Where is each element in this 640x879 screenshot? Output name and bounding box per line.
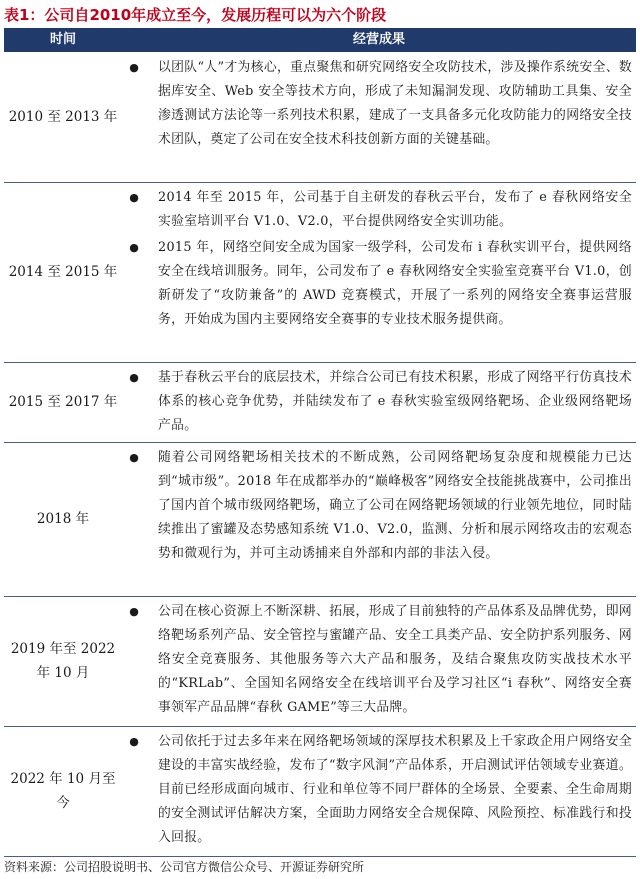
row-period: 2015 至 2017 年 bbox=[8, 394, 118, 410]
item-text: 2014 年至 2015 年，公司基于自主研发的春秋云平台，发布了 e 春秋网络安全实验室培训平台 V1.0、V2.0，平台提供网络安全实训功能。 bbox=[158, 190, 632, 229]
bullet-icon: ● bbox=[129, 371, 139, 384]
item-text: 公司在核心资源上不断深耕、拓展，形成了目前独特的产品体系及品牌优势，即网络靶场系列产品、安全管控与蜜罐产品、安全工具类产品、安全防护系列服务、网络安全竞赛服务、其他服务等六大产品和服务，及结合聚焦攻防实战技术水平的“KRLab”、全国知名网络安全在线培训平台及学习社区“i 春秋”、网络安全赛事领军产品品牌“春秋 GAME”等三大品牌。 bbox=[158, 604, 632, 715]
item-text: 2015 年，网络空间安全成为国家一级学科，公司发布 i 春秋实训平台，提供网络安全在线培训服务。同年，公司发布了 e 春秋网络安全实验室竞赛平台 V1.0，创新研发了“攻防兼备”的 AWD 竞赛模式，开展了一系列的网络安全赛事运营服务，开始成为国内主要网络安全赛事的专业技术服务提供商。 bbox=[158, 240, 632, 327]
row-content bbox=[122, 366, 636, 438]
source-note: 资料来源：公司招股说明书、公司官方微信公众号、开源证券研究所 bbox=[4, 860, 365, 874]
table-header bbox=[4, 28, 636, 52]
row-content bbox=[122, 730, 636, 850]
list-item bbox=[122, 366, 636, 438]
row-period: 2018 年 bbox=[36, 511, 90, 527]
table-row bbox=[4, 442, 636, 597]
bullet-icon: ● bbox=[129, 241, 139, 254]
list-item bbox=[122, 446, 636, 566]
bullet-icon: ● bbox=[129, 191, 139, 204]
row-period: 2022 年 10 月至今 bbox=[10, 771, 116, 811]
list-item bbox=[122, 236, 636, 332]
list-item bbox=[122, 600, 636, 720]
bullet-icon: ● bbox=[129, 605, 139, 618]
row-content bbox=[122, 600, 636, 720]
list-item bbox=[122, 730, 636, 850]
row-period: 2014 至 2015 年 bbox=[8, 264, 118, 280]
list-item bbox=[122, 186, 636, 234]
table-row bbox=[4, 52, 636, 183]
table-row bbox=[4, 726, 636, 857]
header-result: 经营成果 bbox=[352, 32, 405, 47]
item-text: 基于春秋云平台的底层技术，并综合公司已有技术积累，形成了网络平行仿真技术体系的核心竞争优势，并陆续发布了 e 春秋实验室级网络靶场、企业级网络靶场产品。 bbox=[158, 370, 632, 433]
item-text: 随着公司网络靶场相关技术的不断成熟，公司网络靶场复杂度和规模能力已达到“城市级”。2018 年在成都举办的“巅峰极客”网络安全技能挑战赛中，公司推出了国内首个城市级网络靶场，确立了公司在网络靶场领域的行业领先地位，同时陆续推出了蜜罐及态势感知系统 V1.0、V2.0，监测、分析和展示网络攻击的宏观态势和微观行为，并可主动诱捕来自外部和内部的非法入侵。 bbox=[158, 450, 632, 561]
table-row bbox=[4, 182, 636, 363]
row-content bbox=[122, 186, 636, 332]
item-text: 公司依托于过去多年来在网络靶场领域的深厚技术积累及上千家政企用户网络安全建设的丰富实战经验，发布了“数字风洞”产品体系，开启测试评估领域专业赛道。目前已经形成面向城市、行业和单位等不同尸群体的全场景、全要素、全生命周期的安全测试评估解决方案，全面助力网络安全合规保障、风险预控、标准践行和投入回报。 bbox=[158, 734, 632, 845]
row-content bbox=[122, 446, 636, 566]
row-period: 2010 至 2013 年 bbox=[8, 109, 118, 125]
row-content bbox=[122, 56, 636, 152]
table-row bbox=[4, 362, 636, 443]
item-text: 以团队“人”才为核心，重点聚焦和研究网络安全攻防技术，涉及操作系统安全、数据库安全、Web 安全等技术方向，形成了未知漏洞发现、攻防辅助工具集、安全渗透测试方法论等一系列技术积累，建成了一支具备多元化攻防能力的网络安全技术团队，奠定了公司在安全技术科技创新方面的关键基础。 bbox=[158, 60, 632, 147]
row-period: 2019 年至 2022 年 10 月 bbox=[10, 641, 116, 681]
header-time: 时间 bbox=[49, 32, 76, 47]
bullet-icon: ● bbox=[129, 451, 139, 464]
bullet-icon: ● bbox=[129, 61, 139, 74]
table-title: 表1：公司自2010年成立至今，发展历程可以为六个阶段 bbox=[4, 6, 387, 24]
table-row bbox=[4, 596, 636, 727]
list-item bbox=[122, 56, 636, 152]
bullet-icon: ● bbox=[129, 735, 139, 748]
